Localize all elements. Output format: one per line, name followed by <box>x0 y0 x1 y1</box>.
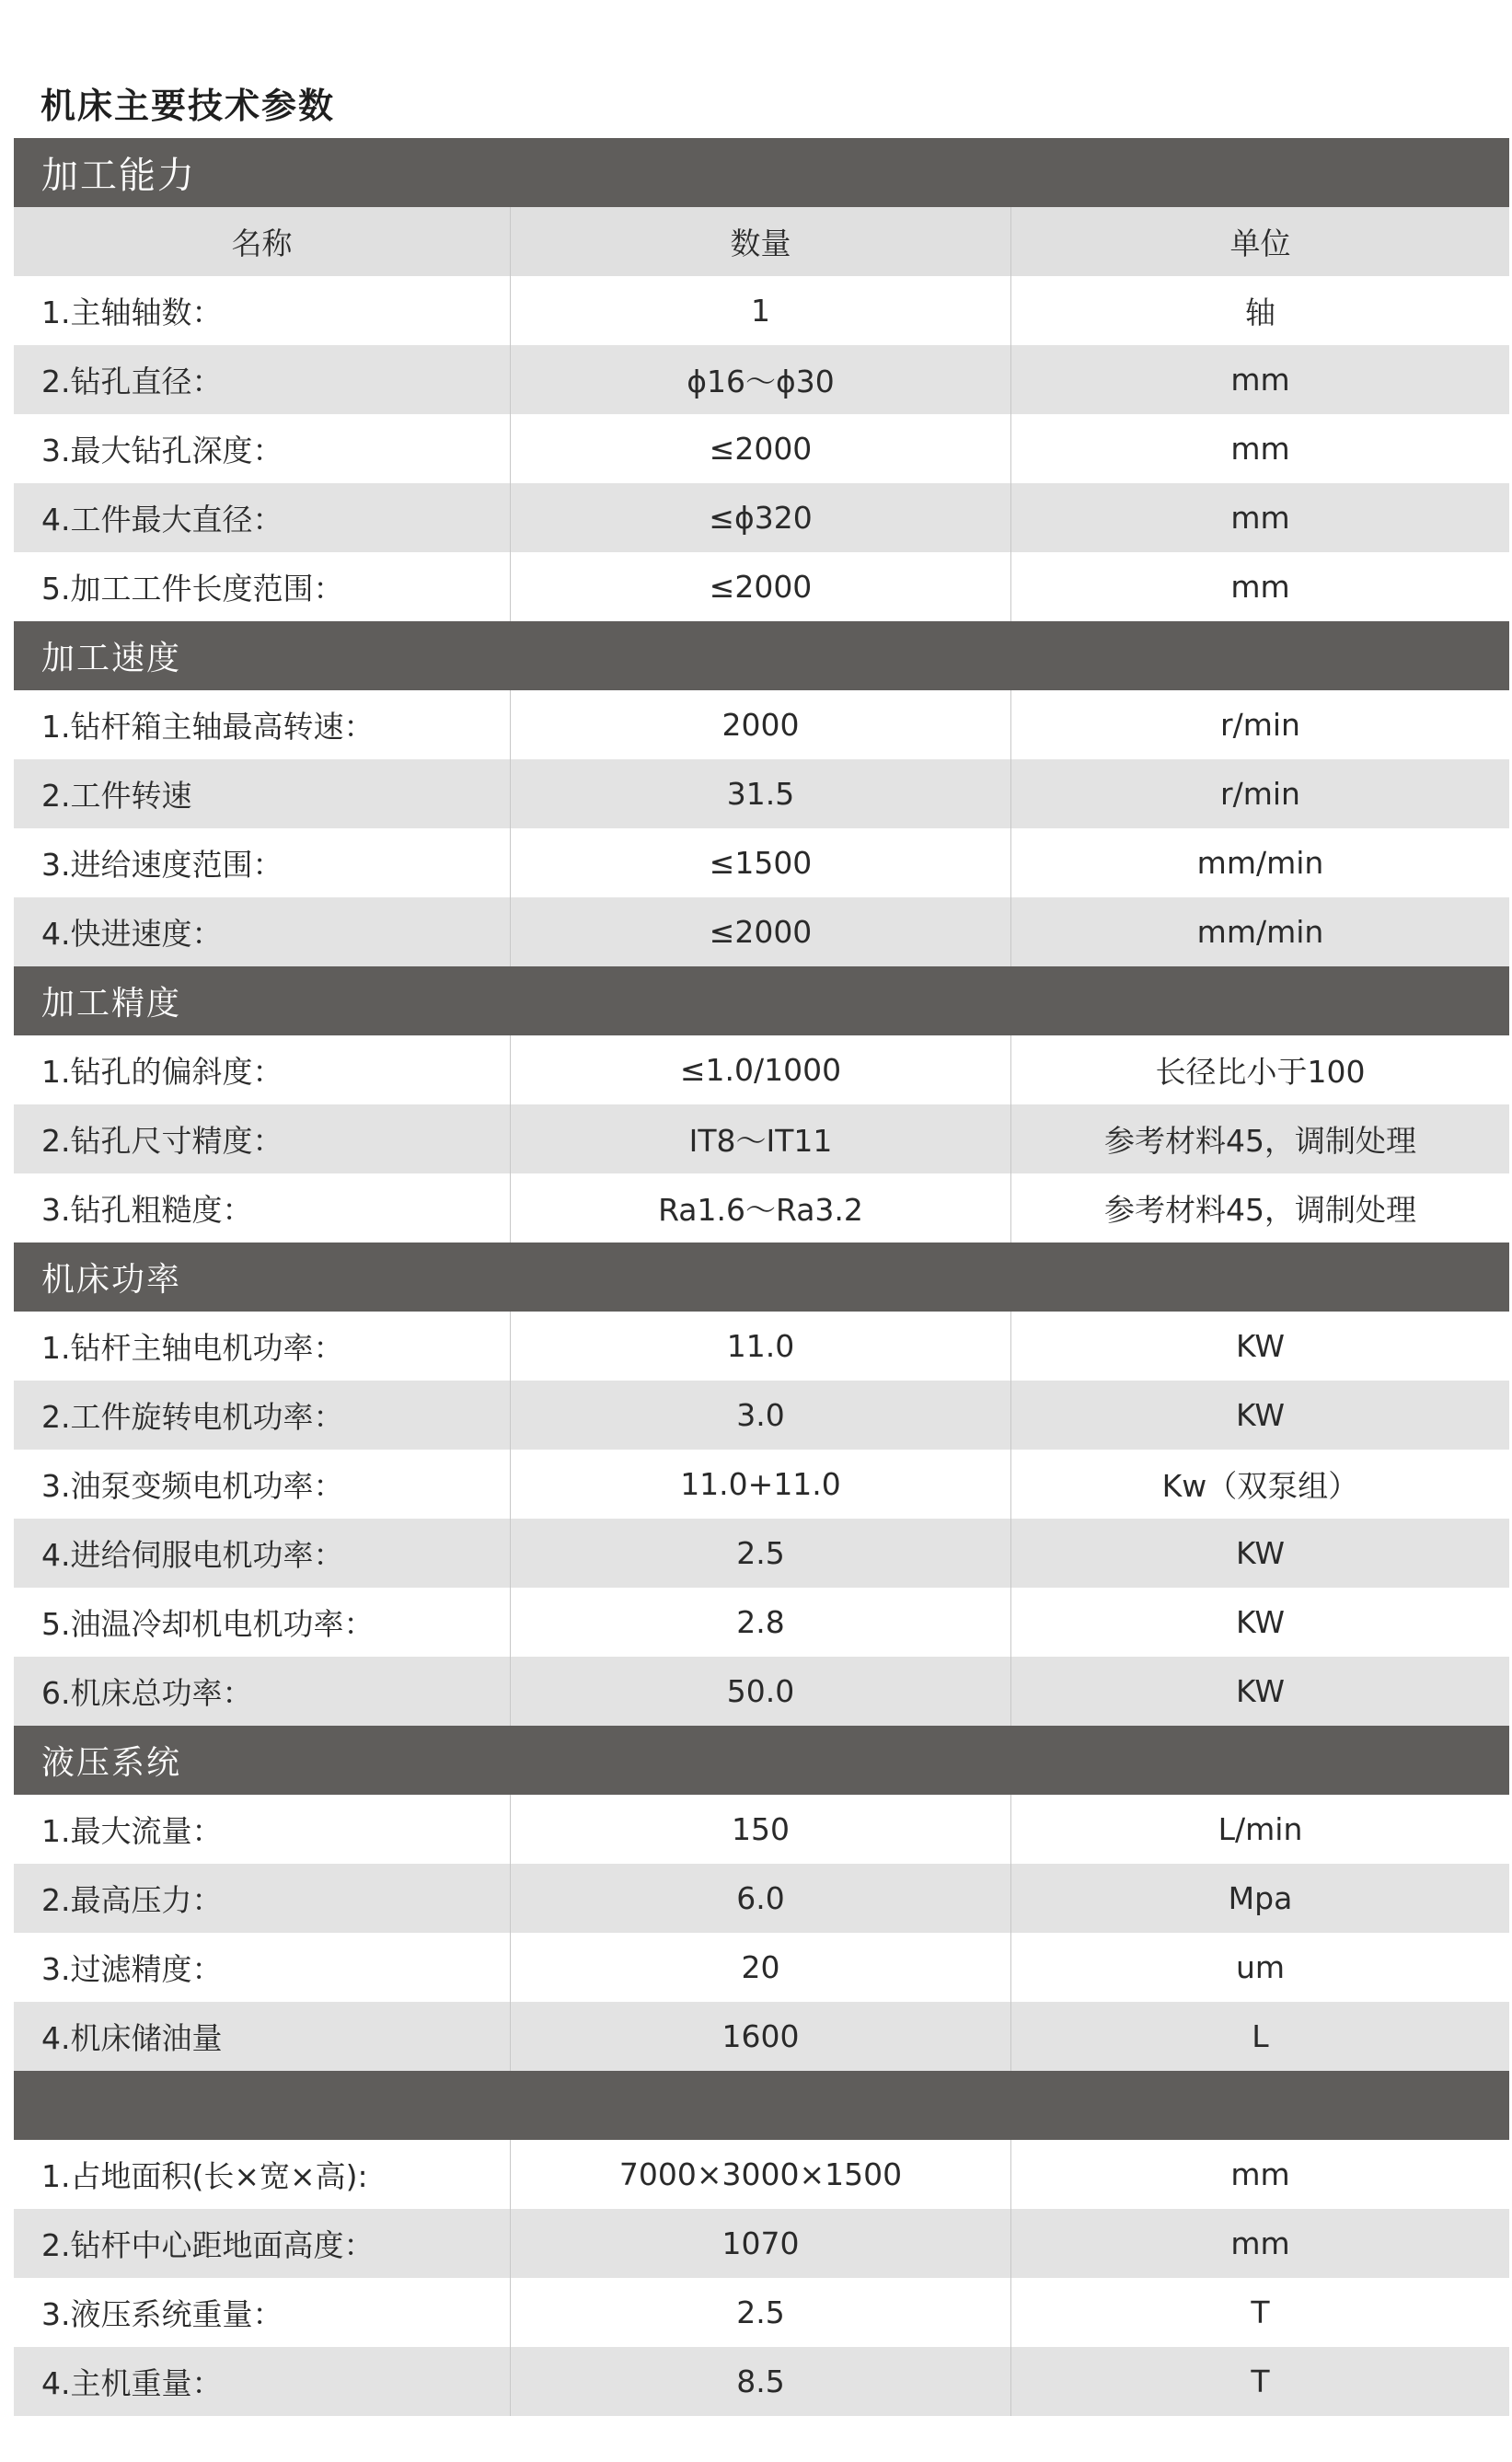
param-name: 1.最大流量： <box>14 1795 511 1864</box>
param-unit: 轴 <box>1245 295 1275 330</box>
param-unit: mm <box>1230 431 1290 467</box>
param-name: 3.油泵变频电机功率： <box>14 1450 511 1519</box>
section-header: 加工能力 <box>14 138 1509 207</box>
param-name: 2.最高压力： <box>14 1864 511 1933</box>
param-unit: r/min <box>1220 707 1300 743</box>
param-value: ≤1500 <box>511 828 1011 897</box>
column-header-name: 名称 <box>14 207 511 276</box>
param-unit: Kw（双泵组） <box>1161 1468 1359 1504</box>
table-row <box>14 345 1509 414</box>
param-name: 6.机床总功率： <box>14 1657 511 1726</box>
param-name: 2.工件旋转电机功率： <box>14 1381 511 1450</box>
table-row <box>14 414 1509 483</box>
param-value: 31.5 <box>511 759 1011 828</box>
param-name: 4.机床储油量 <box>14 2002 511 2071</box>
param-name: 1.主轴轴数： <box>14 276 511 345</box>
param-name: 2.工件转速 <box>14 759 511 828</box>
param-name: 3.钻孔粗糙度： <box>14 1173 511 1243</box>
table-row <box>14 1381 1509 1450</box>
param-unit: T <box>1251 2364 1270 2399</box>
param-name: 4.工件最大直径： <box>14 483 511 552</box>
table-row <box>14 1657 1509 1726</box>
table-row <box>14 1450 1509 1519</box>
param-unit: KW <box>1235 1604 1286 1640</box>
param-value: 2.5 <box>511 2278 1011 2347</box>
param-name: 2.钻杆中心距地面高度： <box>14 2209 511 2278</box>
param-unit: mm <box>1230 362 1290 398</box>
param-value: 2.8 <box>511 1588 1011 1657</box>
param-value: 2000 <box>511 690 1011 759</box>
param-value: 1070 <box>511 2209 1011 2278</box>
table-row <box>14 2140 1509 2209</box>
table-row <box>14 1173 1509 1243</box>
table-row <box>14 483 1509 552</box>
table-row <box>14 1312 1509 1381</box>
param-value: 50.0 <box>511 1657 1011 1726</box>
param-value: 6.0 <box>511 1864 1011 1933</box>
param-value: 150 <box>511 1795 1011 1864</box>
param-unit: 长径比小于100 <box>1155 1054 1366 1090</box>
param-name: 2.钻孔尺寸精度： <box>14 1104 511 1173</box>
param-name: 1.钻杆箱主轴最高转速： <box>14 690 511 759</box>
column-header-row <box>14 207 1509 276</box>
param-unit: r/min <box>1220 776 1300 812</box>
param-value: ϕ16～ϕ30 <box>511 345 1011 414</box>
param-unit: mm <box>1230 2225 1290 2261</box>
table-row <box>14 1864 1509 1933</box>
param-unit: um <box>1235 1949 1286 1985</box>
param-name: 3.液压系统重量： <box>14 2278 511 2347</box>
param-value: 7000×3000×1500 <box>511 2140 1011 2209</box>
param-unit: T <box>1251 2294 1270 2330</box>
param-name: 1.钻孔的偏斜度： <box>14 1035 511 1104</box>
param-unit: KW <box>1235 1535 1286 1571</box>
param-value: ≤2000 <box>511 552 1011 621</box>
table-row <box>14 690 1509 759</box>
param-unit: KW <box>1235 1397 1286 1433</box>
param-unit: 参考材料45，调制处理 <box>1104 1123 1416 1159</box>
table-row <box>14 1035 1509 1104</box>
param-unit: KW <box>1235 1328 1286 1364</box>
param-value: 3.0 <box>511 1381 1011 1450</box>
param-unit: KW <box>1235 1673 1286 1709</box>
table-row <box>14 1519 1509 1588</box>
column-header-unit: 单位 <box>1229 225 1291 261</box>
param-value: 11.0+11.0 <box>511 1450 1011 1519</box>
table-row <box>14 1933 1509 2002</box>
page-title: 机床主要技术参数 <box>40 86 336 126</box>
section-header: 加工精度 <box>14 966 1509 1035</box>
param-unit: 参考材料45，调制处理 <box>1104 1192 1416 1228</box>
column-header-quantity: 数量 <box>511 207 1011 276</box>
param-name: 4.主机重量： <box>14 2347 511 2416</box>
table-row <box>14 276 1509 345</box>
param-name: 3.最大钻孔深度： <box>14 414 511 483</box>
table-row <box>14 552 1509 621</box>
table-row <box>14 1104 1509 1173</box>
table-row <box>14 759 1509 828</box>
param-value: ≤1.0/1000 <box>511 1035 1011 1104</box>
param-value: Ra1.6～Ra3.2 <box>511 1173 1011 1243</box>
table-row <box>14 2347 1509 2416</box>
param-name: 3.过滤精度： <box>14 1933 511 2002</box>
param-name: 3.进给速度范围： <box>14 828 511 897</box>
param-unit: mm <box>1230 2156 1290 2192</box>
param-value: ≤2000 <box>511 414 1011 483</box>
param-unit: mm <box>1230 569 1290 605</box>
param-unit: L <box>1252 2018 1269 2054</box>
table-row <box>14 828 1509 897</box>
section-header: 机床功率 <box>14 1243 1509 1312</box>
param-value: 1600 <box>511 2002 1011 2071</box>
param-value: 11.0 <box>511 1312 1011 1381</box>
param-name: 1.钻杆主轴电机功率： <box>14 1312 511 1381</box>
param-name: 4.进给伺服电机功率： <box>14 1519 511 1588</box>
table-row <box>14 2209 1509 2278</box>
param-value: ≤2000 <box>511 897 1011 966</box>
table-row <box>14 1795 1509 1864</box>
table-row <box>14 2278 1509 2347</box>
param-value: ≤ϕ320 <box>511 483 1011 552</box>
table-row <box>14 1588 1509 1657</box>
section-header <box>14 2071 1509 2140</box>
param-name: 2.钻孔直径： <box>14 345 511 414</box>
param-unit: L/min <box>1218 1811 1303 1847</box>
section-header: 加工速度 <box>14 621 1509 690</box>
table-row <box>14 2002 1509 2071</box>
table-row <box>14 897 1509 966</box>
param-value: 1 <box>511 276 1011 345</box>
param-unit: mm/min <box>1196 914 1324 950</box>
param-value: 2.5 <box>511 1519 1011 1588</box>
param-value: 20 <box>511 1933 1011 2002</box>
param-name: 5.加工工件长度范围： <box>14 552 511 621</box>
spec-table <box>14 138 1509 2416</box>
param-value: 8.5 <box>511 2347 1011 2416</box>
param-name: 5.油温冷却机电机功率： <box>14 1588 511 1657</box>
param-unit: mm/min <box>1196 845 1324 881</box>
param-name: 4.快进速度： <box>14 897 511 966</box>
param-unit: mm <box>1230 500 1290 536</box>
param-value: IT8～IT11 <box>511 1104 1011 1173</box>
param-name: 1.占地面积(长×宽×高): <box>14 2140 511 2209</box>
param-unit: Mpa <box>1228 1880 1293 1916</box>
section-header: 液压系统 <box>14 1726 1509 1795</box>
